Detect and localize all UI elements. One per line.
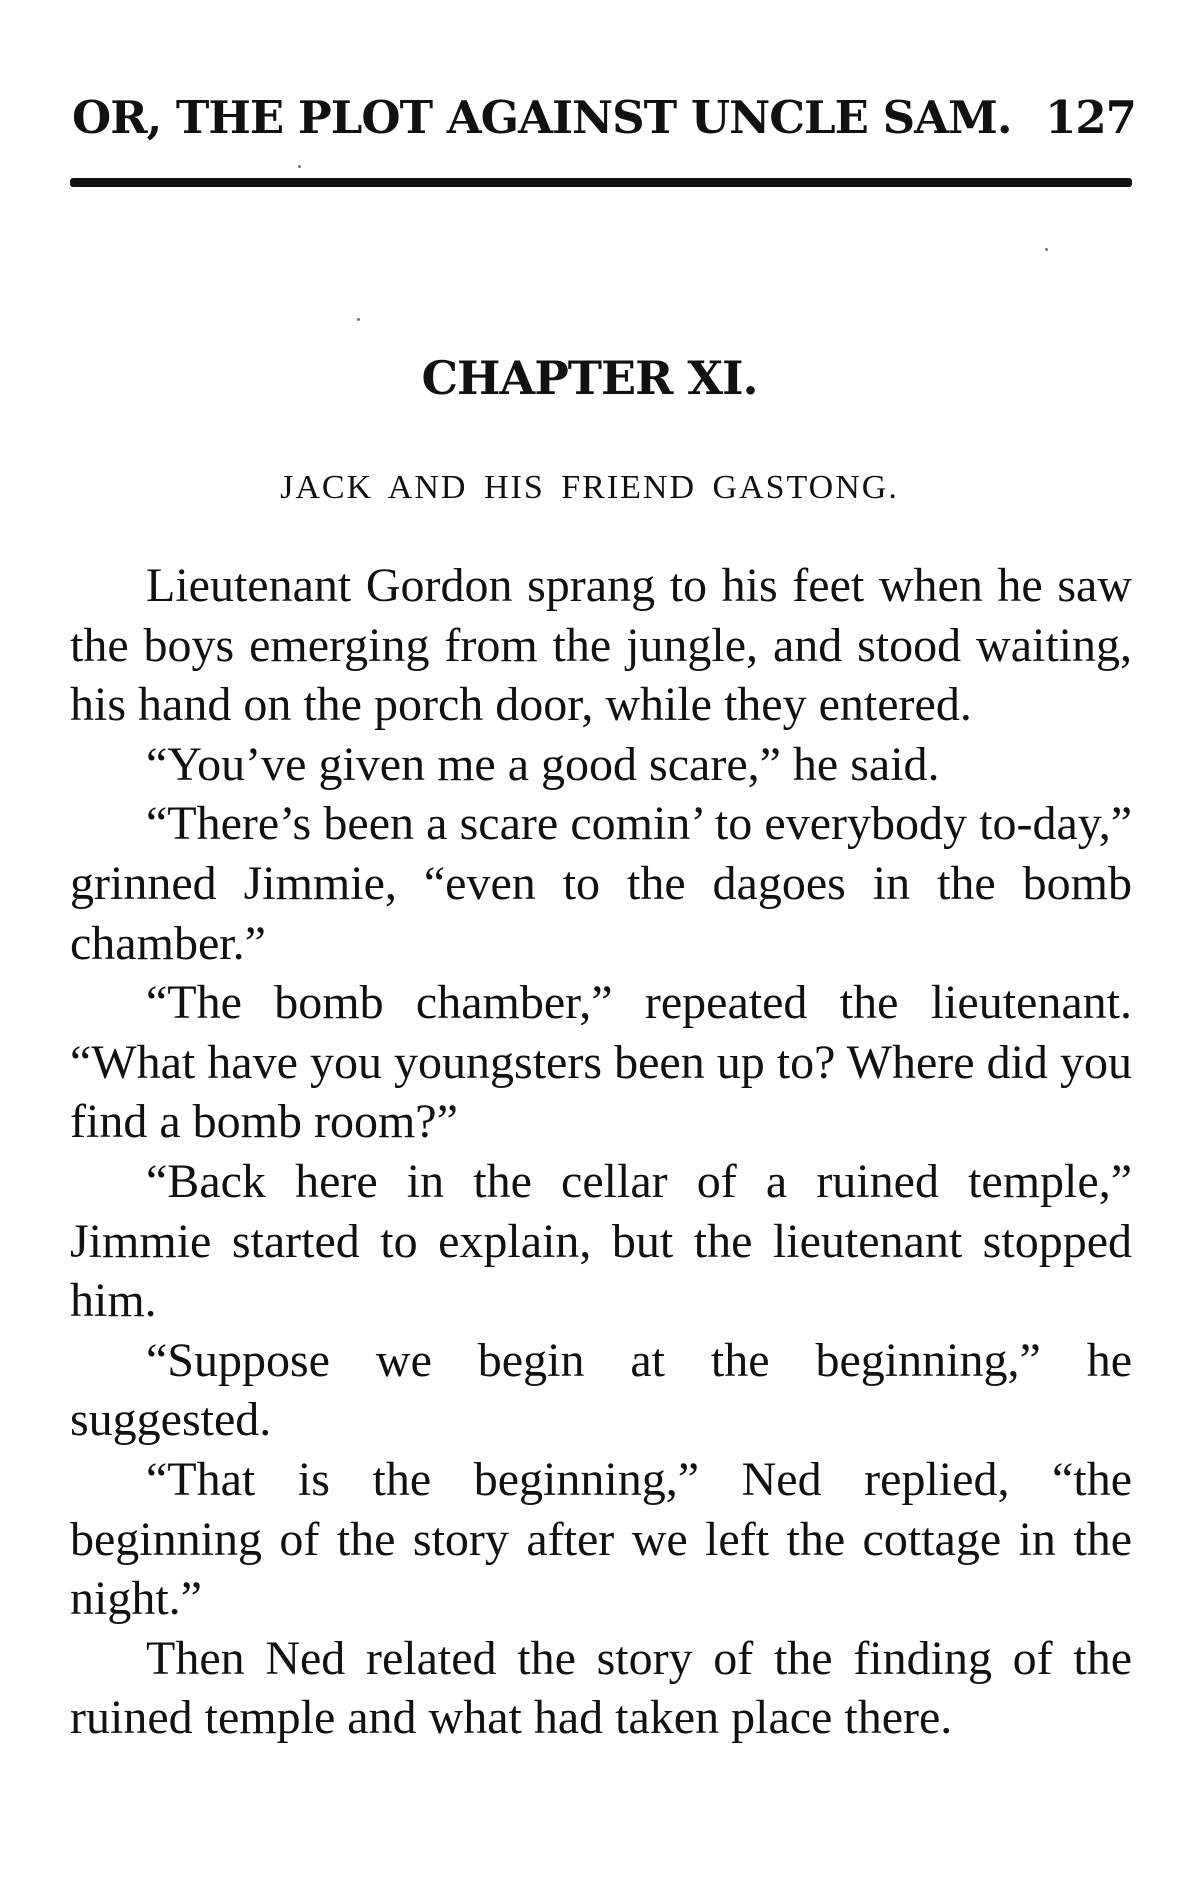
paragraph: “Suppose we begin at the beginning,” he suggested.	[70, 1333, 1132, 1447]
body-text	[70, 556, 1132, 1748]
chapter-title: CHAPTER XI.	[421, 351, 758, 405]
paragraph: “Back here in the cellar of a ruined temple,” Jimmie started to explain, but the lieutenant stopped him.	[70, 1154, 1132, 1328]
paragraph: “The bomb chamber,” repeated the lieutenant. “What have you youngsters been up to? Where did you find a bomb room?”	[70, 976, 1132, 1149]
running-head	[72, 88, 1136, 148]
paragraph: “You’ve given me a good scare,” he said.	[146, 737, 940, 791]
paragraph: Lieutenant Gordon sprang to his feet when he saw the boys emerging from the jungle, and stood waiting, his hand on the porch door, while they entered.	[70, 559, 1132, 732]
paragraph: “That is the beginning,” Ned replied, “the beginning of the story after we left the cottage in the night.”	[70, 1452, 1132, 1626]
print-speck	[1045, 248, 1048, 251]
running-title: OR, THE PLOT AGAINST UNCLE SAM.	[72, 91, 1012, 144]
chapter-subtitle: JACK AND HIS FRIEND GASTONG.	[280, 469, 899, 506]
page-number: 127	[1045, 91, 1136, 144]
paragraph: Then Ned related the story of the finding of the ruined temple and what had taken place there.	[70, 1631, 1132, 1745]
print-speck	[357, 318, 360, 321]
paragraph: “There’s been a scare comin’ to everybody to-day,” grinned Jimmie, “even to the dagoes in the bomb chamber.”	[70, 797, 1132, 970]
header-rule	[70, 178, 1132, 187]
print-speck	[298, 165, 301, 168]
